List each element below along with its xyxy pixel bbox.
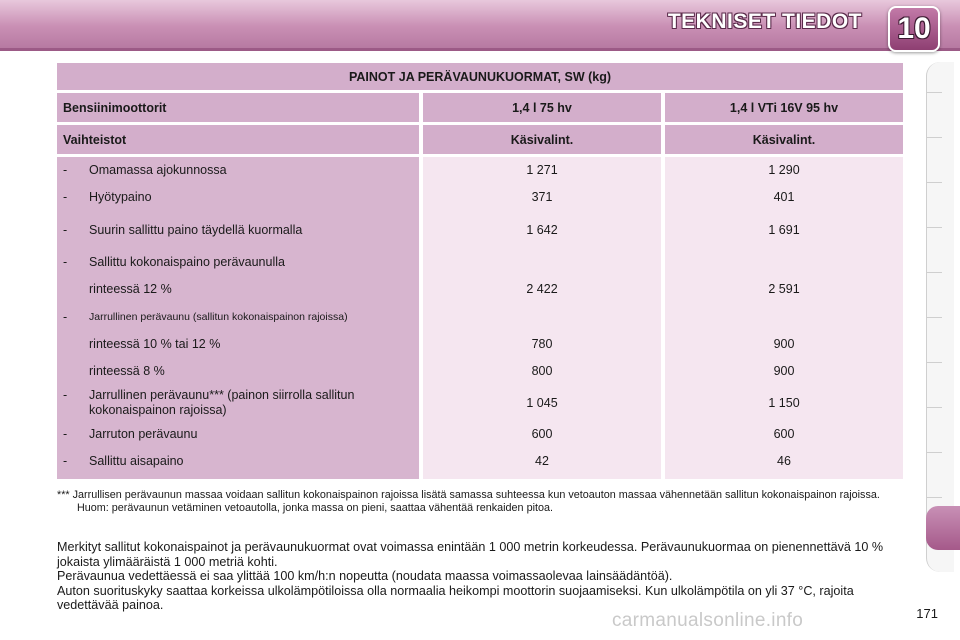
row-label-text: Suurin sallittu paino täydellä kuormalla <box>89 223 303 237</box>
row-label <box>61 163 415 178</box>
gearbox-label: Vaihteistot <box>57 125 419 157</box>
row-label-text: rinteessä 8 % <box>89 364 165 378</box>
row-label-text: Jarrullinen perävaunu (sallitun kokonaispainon rajoissa) <box>89 311 348 323</box>
row-label-text: rinteessä 12 % <box>89 282 172 296</box>
gearbox-1: Käsivalint. <box>419 125 661 157</box>
row-value: 2 591 <box>768 282 800 296</box>
engine-label: Bensiinimoottorit <box>57 93 419 125</box>
chapter-number: 10 <box>897 12 931 45</box>
row-value: 2 422 <box>526 282 558 296</box>
engine-1-values-column <box>419 157 661 479</box>
row-dash: - <box>63 427 68 441</box>
gearbox-2: Käsivalint. <box>661 125 903 157</box>
row-value: 780 <box>531 337 553 351</box>
row-dash: - <box>63 255 68 269</box>
row-label-text: Sallittu kokonaispaino perävaunulla <box>89 255 285 269</box>
row-value: 1 642 <box>526 223 558 237</box>
note-line: Perävaunua vedettäessä ei saa ylittää 100 km/h:n nopeutta (noudata maassa voimassaolevaa lainsäädäntöä). <box>57 569 673 583</box>
tab-divider <box>926 92 942 93</box>
tab-divider <box>926 452 942 453</box>
page-number: 171 <box>916 606 938 621</box>
row-dash: - <box>63 190 68 204</box>
table-body <box>57 157 903 479</box>
tab-divider <box>926 227 942 228</box>
row-label-text-continued: kokonaispainon rajoissa) <box>89 403 227 417</box>
row-value: 600 <box>531 427 553 441</box>
row-value: 900 <box>773 337 795 351</box>
active-chapter-tab[interactable] <box>926 506 960 550</box>
row-label-text: Jarrullinen perävaunu*** (painon siirrolla sallitun <box>89 388 355 402</box>
row-value: 371 <box>531 190 553 204</box>
weights-table <box>57 63 903 479</box>
row-label <box>61 454 415 469</box>
engine-2-values-column <box>661 157 903 479</box>
row-label-text: Sallittu aisapaino <box>89 454 184 468</box>
row-value: 1 290 <box>768 163 800 177</box>
row-label <box>61 364 415 379</box>
row-value: 800 <box>531 364 553 378</box>
row-value: 1 150 <box>768 396 800 410</box>
row-dash: - <box>63 223 68 237</box>
gearbox-row <box>57 125 903 157</box>
row-label <box>61 223 415 238</box>
row-label-text: Jarruton perävaunu <box>89 427 198 441</box>
row-dash: - <box>63 310 68 324</box>
tab-divider <box>926 317 942 318</box>
row-value: 600 <box>773 427 795 441</box>
tab-divider <box>926 137 942 138</box>
tab-divider <box>926 362 942 363</box>
engine-1: 1,4 l 75 hv <box>419 93 661 125</box>
row-value: 1 271 <box>526 163 558 177</box>
row-value: 900 <box>773 364 795 378</box>
watermark: carmanualsonline.info <box>612 610 804 631</box>
row-label <box>61 190 415 205</box>
row-label <box>61 388 415 418</box>
section-title: TEKNISET TIEDOT <box>667 10 862 33</box>
note-line: Merkityt sallitut kokonaispainot ja perävaunukuormat ovat voimassa enintään 1 000 metrin korkeudessa. Perävaunukuormaa on pienennettävä 10 % jokaista ylimääräistä 1 000 metriä kohti. <box>57 540 884 569</box>
note-line: Auton suorituskyky saattaa korkeissa ulkolämpötiloissa olla normaalia heikompi moottorin suojaamiseksi. Kun ulkolämpötila on yli 37 °C, rajoita vedettävää painoa. <box>57 583 854 612</box>
row-label <box>61 337 415 352</box>
row-value: 1 045 <box>526 396 558 410</box>
row-dash: - <box>63 163 68 177</box>
row-dash: - <box>63 454 68 468</box>
row-label <box>61 282 415 297</box>
tab-divider <box>926 407 942 408</box>
labels-column <box>57 157 419 479</box>
tab-divider <box>926 182 942 183</box>
chapter-badge <box>888 6 940 52</box>
notes-paragraph <box>57 540 907 613</box>
row-value: 46 <box>777 454 791 468</box>
tab-divider <box>926 497 942 498</box>
row-value: 1 691 <box>768 223 800 237</box>
row-label <box>61 255 415 270</box>
engine-row <box>57 93 903 125</box>
row-label <box>61 310 415 325</box>
row-dash: - <box>63 388 68 402</box>
row-label-text: Omamassa ajokunnossa <box>89 163 227 177</box>
table-title: PAINOT JA PERÄVAUNUKUORMAT, SW (kg) <box>57 63 903 93</box>
row-label-text: rinteessä 10 % tai 12 % <box>89 337 221 351</box>
row-value: 42 <box>535 454 549 468</box>
row-label <box>61 427 415 442</box>
footnote: *** Jarrullisen perävaunun massaa voidaan sallitun kokonaispainon rajoissa lisätä samassa suhteessa kun vetoauton massaa vähennetään sallitun kokonaispainon rajoissa. Huom: perävaunun vetäminen vetoautolla, jonka massa on pieni, saattaa vähentää renkaiden pitoa. <box>57 489 880 514</box>
chapter-tab-rail <box>926 62 960 572</box>
row-label-text: Hyötypaino <box>89 190 152 204</box>
row-value: 401 <box>773 190 795 204</box>
tab-divider <box>926 272 942 273</box>
engine-2: 1,4 l VTi 16V 95 hv <box>661 93 903 125</box>
